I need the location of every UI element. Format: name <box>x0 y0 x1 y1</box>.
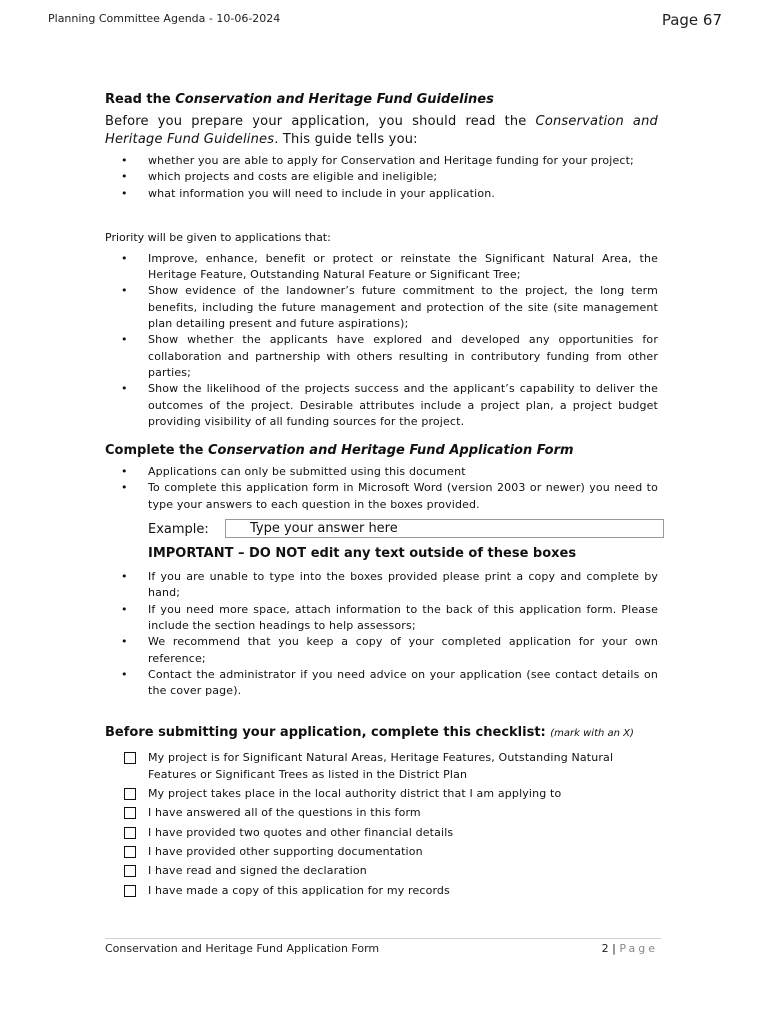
list-item-text: If you are unable to type into the boxes provided please print a copy and complete by hand; <box>148 570 658 600</box>
list-item <box>105 332 658 381</box>
list-item-text: what information you will need to include in your application. <box>148 186 495 200</box>
bullet-icon: • <box>121 635 128 649</box>
list-item-text: Show whether the applicants have explored and developed any opportunities for collaboration and partnership with others resulting in contributory funding from other parties; <box>148 333 658 379</box>
checklist-note: (mark with an X) <box>550 728 634 740</box>
checklist-item-text: My project is for Significant Natural Areas, Heritage Features, Outstanding Natural Features or Significant Trees as listed in the District Plan <box>148 751 614 781</box>
page-number-header: Page 67 <box>661 11 722 29</box>
footer-title: Conservation and Heritage Fund Application Form <box>105 942 380 955</box>
checklist-item <box>105 750 658 783</box>
example-row <box>105 518 658 542</box>
bullet-icon: • <box>121 602 128 616</box>
list-item-text: Show evidence of the landowner’s future commitment to the project, the long term benefits, including the future management and protection of the site (site management plan detailing present and future aspirations); <box>148 284 658 331</box>
checklist-item <box>105 883 658 899</box>
bullet-icon: • <box>121 170 128 184</box>
footer-page <box>602 942 658 955</box>
bullet-icon: • <box>121 284 128 298</box>
checkbox[interactable] <box>124 752 136 764</box>
bullet-icon: • <box>121 382 128 396</box>
checklist-title-text: Before submitting your application, complete this checklist: <box>105 725 546 741</box>
guidelines-list <box>105 153 658 202</box>
list-item <box>105 169 658 185</box>
intro-suffix: . This guide tells you: <box>274 132 418 147</box>
list-item-text: whether you are able to apply for Conservation and Heritage funding for your project; <box>148 154 634 167</box>
checklist-item <box>105 863 658 879</box>
example-answer-text: Type your answer here <box>250 521 398 537</box>
checklist-item-text: I have provided other supporting documentation <box>148 844 423 858</box>
guidelines-intro <box>105 113 658 149</box>
priority-list <box>105 251 658 430</box>
heading-prefix: Complete the <box>105 443 208 459</box>
list-item <box>105 381 658 430</box>
checklist-item <box>105 786 658 802</box>
list-item <box>105 569 658 602</box>
list-item-text: Show the likelihood of the projects success and the applicant’s capability to deliver the outcomes of the project. Desirable attributes include a project plan, a project budget providing visibility of all funding sources for the project. <box>148 382 658 428</box>
list-item <box>105 667 658 700</box>
checkbox[interactable] <box>124 807 136 819</box>
list-item-text: If you need more space, attach information to the back of this application form. Please include the section headings to help assessors; <box>148 602 658 632</box>
bullet-icon: • <box>121 570 128 584</box>
list-item <box>105 480 658 513</box>
list-item <box>105 602 658 635</box>
example-label: Example: <box>148 522 209 538</box>
list-item <box>105 186 658 202</box>
bullet-icon: • <box>121 333 128 347</box>
footer-separator: | <box>612 942 616 955</box>
example-answer-box[interactable] <box>225 519 664 538</box>
bullet-icon: • <box>121 481 128 495</box>
footer-page-word: Page <box>619 942 658 955</box>
checklist <box>105 750 658 898</box>
list-item <box>105 634 658 667</box>
intro-italic: Conservation and Heritage Fund Guidelines <box>105 114 658 147</box>
bullet-icon: • <box>121 465 128 479</box>
heading-italic: Conservation and Heritage Fund Application Form <box>207 443 574 459</box>
heading-italic: Conservation and Heritage Fund Guidelines <box>175 92 494 107</box>
checklist-item-text: I have provided two quotes and other financial details <box>148 825 454 839</box>
heading-prefix: Read the <box>105 92 176 107</box>
checkbox[interactable] <box>124 846 136 858</box>
checkbox[interactable] <box>124 865 136 877</box>
checkbox[interactable] <box>124 788 136 800</box>
checklist-item-text: I have made a copy of this application for my records <box>148 883 450 897</box>
list-item-text: To complete this application form in Microsoft Word (version 2003 or newer) you need to type your answers to each question in the boxes provided. <box>148 481 658 511</box>
footer-divider <box>105 938 661 939</box>
agenda-header: Planning Committee Agenda - 10-06-2024 <box>48 12 281 25</box>
list-item <box>105 464 658 480</box>
list-item-text: Improve, enhance, benefit or protect or reinstate the Significant Natural Area, the Heritage Feature, Outstanding Natural Feature or Significant Tree; <box>148 251 658 282</box>
list-item-text: which projects and costs are eligible and ineligible; <box>148 170 438 184</box>
important-notice: IMPORTANT – DO NOT edit any text outside of these boxes <box>148 546 577 562</box>
section-heading-application-form <box>105 443 658 458</box>
section-heading-guidelines <box>105 92 658 107</box>
checklist-item <box>105 844 658 860</box>
priority-intro: Priority will be given to applications that: <box>105 230 331 244</box>
list-item <box>105 251 658 284</box>
list-item-text: Applications can only be submitted using this document <box>148 465 466 479</box>
checklist-item-text: I have answered all of the questions in this form <box>148 806 421 820</box>
list-item-text: We recommend that you keep a copy of your completed application for your own reference; <box>148 635 658 665</box>
checklist-item <box>105 825 658 841</box>
bullet-icon: • <box>121 251 128 265</box>
checklist-title <box>105 725 658 740</box>
list-item <box>105 153 658 169</box>
document-body <box>105 92 658 902</box>
list-item <box>105 283 658 332</box>
footer-page-number: 2 <box>601 942 609 955</box>
checklist-item <box>105 805 658 821</box>
application-list-a <box>105 464 658 513</box>
bullet-icon: • <box>121 186 128 200</box>
bullet-icon: • <box>121 667 128 681</box>
intro-prefix: Before you prepare your application, you should read the <box>105 114 536 129</box>
checkbox[interactable] <box>124 827 136 839</box>
application-list-b <box>105 569 658 699</box>
checklist-item-text: My project takes place in the local authority district that I am applying to <box>148 787 562 801</box>
list-item-text: Contact the administrator if you need advice on your application (see contact details on the cover page). <box>148 667 658 698</box>
checkbox[interactable] <box>124 885 136 897</box>
bullet-icon: • <box>121 154 128 167</box>
checklist-item-text: I have read and signed the declaration <box>148 864 367 878</box>
